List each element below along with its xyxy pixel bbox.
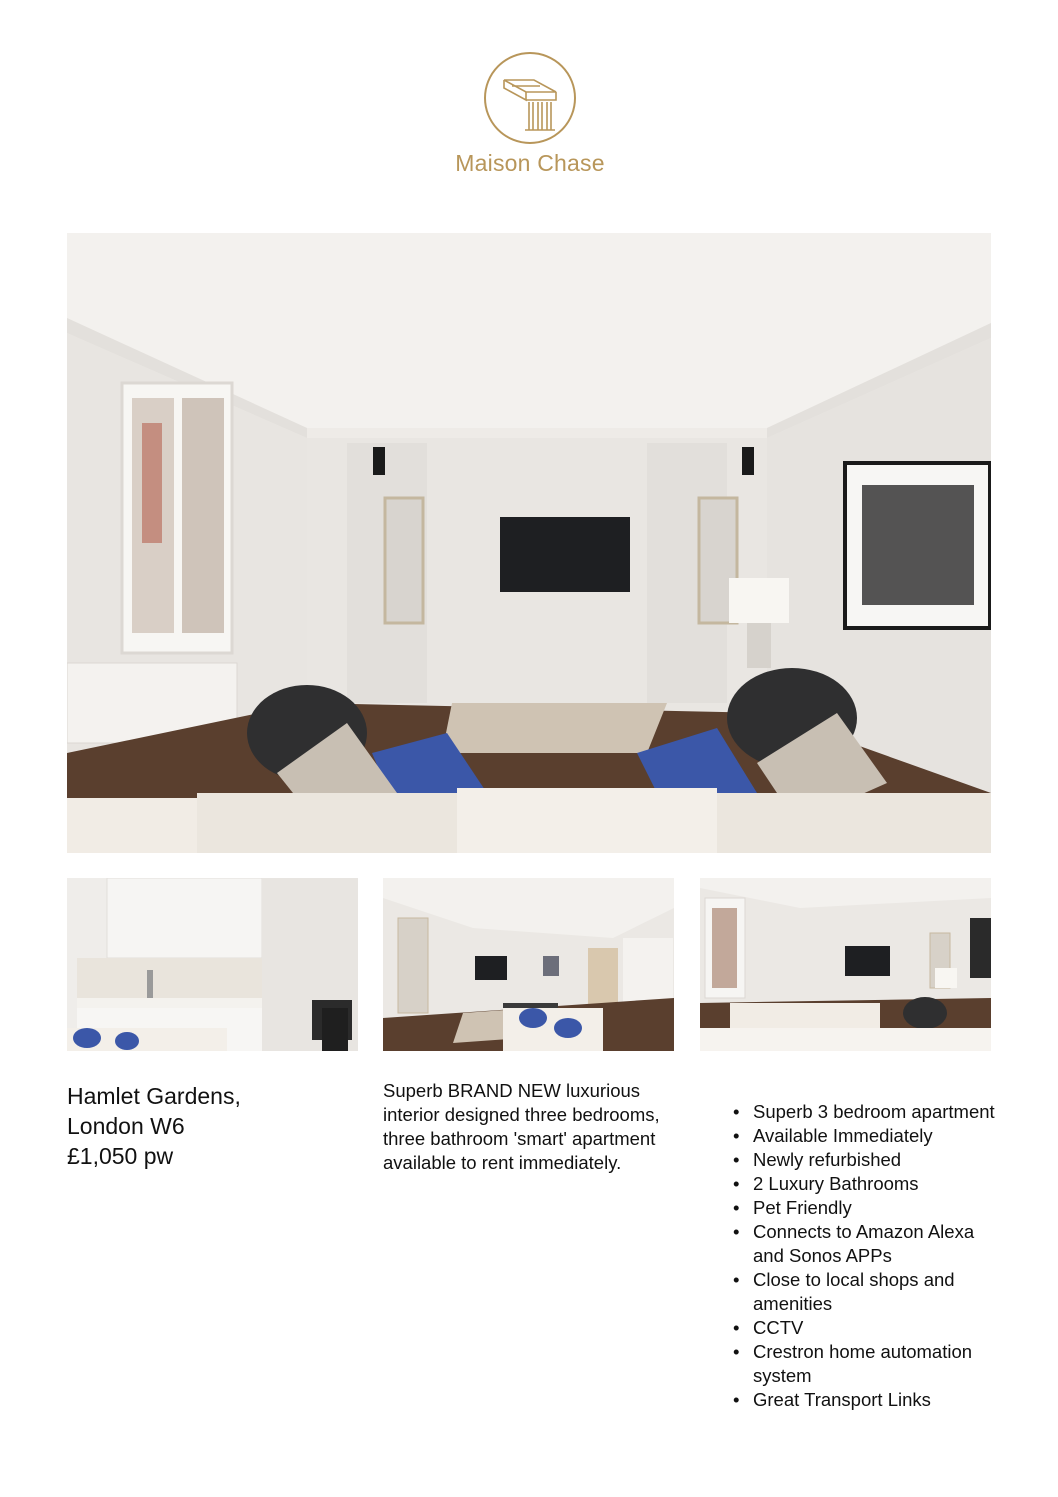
living-room-photo: [67, 233, 991, 853]
list-item: • Close to local shops and amenities: [733, 1269, 955, 1314]
bullet-icon: •: [733, 1269, 740, 1290]
list-item: • Connects to Amazon Alexa and Sonos APPs: [733, 1221, 975, 1266]
living-room-corner-photo: [700, 878, 991, 1051]
kitchen-photo: [67, 878, 358, 1051]
bullet-icon: •: [733, 1341, 740, 1362]
living-room-wide-photo: [383, 878, 674, 1051]
brand-logo: [450, 50, 610, 190]
list-item: • 2 Luxury Bathrooms: [733, 1173, 919, 1194]
list-item: • Newly refurbished: [733, 1149, 902, 1170]
brand-name: Maison Chase: [455, 150, 605, 176]
bullet-icon: •: [733, 1125, 740, 1146]
features-list: [733, 1100, 1003, 1412]
bullet-icon: •: [733, 1173, 740, 1194]
list-item: • Crestron home automation system: [733, 1341, 973, 1386]
bullet-icon: •: [733, 1149, 740, 1170]
bullet-icon: •: [733, 1389, 740, 1410]
list-item: • Pet Friendly: [733, 1197, 852, 1218]
address-line-1: Hamlet Gardens,: [67, 1083, 241, 1109]
list-item: • CCTV: [733, 1317, 804, 1338]
bullet-icon: •: [733, 1317, 740, 1338]
property-address-block: [67, 1081, 357, 1171]
list-item: • Available Immediately: [733, 1125, 933, 1146]
list-item: • Superb 3 bedroom apartment: [733, 1101, 995, 1122]
address-line-2: London W6: [67, 1113, 185, 1139]
bullet-icon: •: [733, 1101, 740, 1122]
property-price: £1,050 pw: [67, 1143, 174, 1169]
list-item: • Great Transport Links: [733, 1389, 931, 1410]
bullet-icon: •: [733, 1197, 740, 1218]
bullet-icon: •: [733, 1221, 740, 1242]
column-building-icon: [482, 50, 578, 146]
property-description: Superb BRAND NEW luxurious interior designed three bedrooms, three bathroom 'smart' apartment available to rent immediately.: [383, 1080, 660, 1173]
